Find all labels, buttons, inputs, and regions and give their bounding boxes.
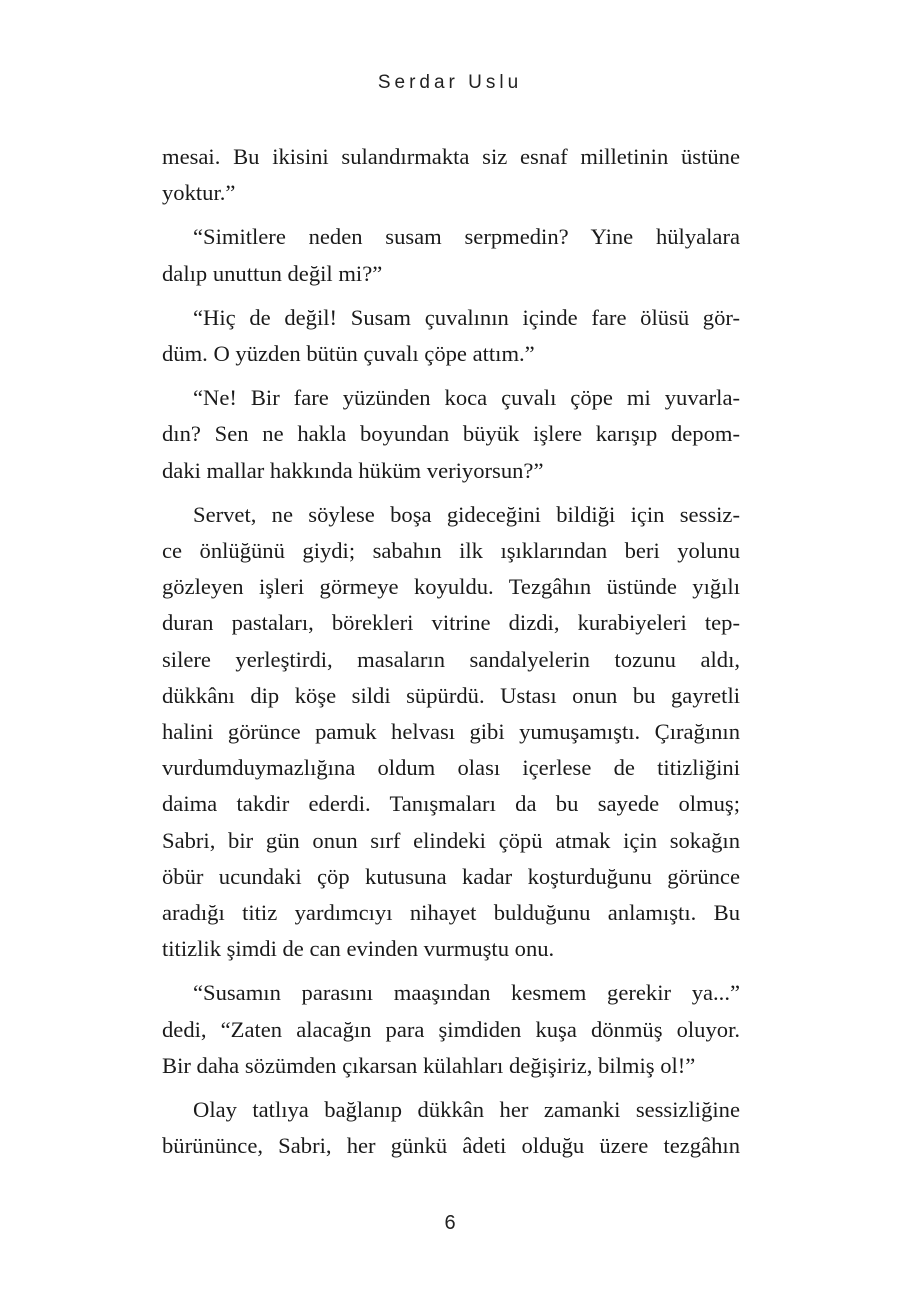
body-text xyxy=(162,139,740,1172)
text-line: yoktur.” xyxy=(162,180,236,206)
paragraph xyxy=(162,300,740,372)
paragraph xyxy=(162,1092,740,1164)
text-line: “Susamın parasını maaşından kesmem gerekir ya...” xyxy=(193,980,740,1006)
text-line: düm. O yüzden bütün çuvalı çöpe attım.” xyxy=(162,341,535,367)
text-line: daima takdir ederdi. Tanışmaları da bu sayede olmuş; xyxy=(162,791,740,817)
text-line: dükkânı dip köşe sildi süpürdü. Ustası onun bu gayretli xyxy=(162,682,740,708)
paragraph xyxy=(162,975,740,1084)
paragraph xyxy=(162,497,740,968)
text-line: Servet, ne söylese boşa gideceğini bildiği için sessiz- xyxy=(193,501,740,527)
text-line: “Ne! Bir fare yüzünden koca çuvalı çöpe mi yuvarla- xyxy=(193,385,740,411)
text-line: aradığı titiz yardımcıyı nihayet bulduğunu anlamıştı. Bu xyxy=(162,900,740,926)
text-line: halini görünce pamuk helvası gibi yumuşamıştı. Çırağının xyxy=(162,719,740,745)
text-line: öbür ucundaki çöp kutusuna kadar koşturduğunu görünce xyxy=(162,863,740,889)
text-line: dın? Sen ne hakla boyundan büyük işlere karışıp depom- xyxy=(162,421,740,447)
page-number: 6 xyxy=(444,1212,456,1234)
text-line: titizlik şimdi de can evinden vurmuştu onu. xyxy=(162,936,555,962)
text-line: dedi, “Zaten alacağın para şimdiden kuşa dönmüş oluyor. xyxy=(162,1016,740,1042)
text-line: “Hiç de değil! Susam çuvalının içinde fare ölüsü gör- xyxy=(193,304,740,330)
text-line: vurdumduymazlığına oldum olası içerlese de titizliğini xyxy=(162,755,740,781)
text-line: Sabri, bir gün onun sırf elindeki çöpü atmak için sokağın xyxy=(162,827,740,853)
paragraph xyxy=(162,139,740,211)
paragraph xyxy=(162,380,740,489)
text-line: ce önlüğünü giydi; sabahın ilk ışıklarından beri yolunu xyxy=(162,538,740,564)
text-line: dalıp unuttun değil mi?” xyxy=(162,260,383,286)
text-line: gözleyen işleri görmeye koyuldu. Tezgâhın üstünde yığılı xyxy=(162,574,740,600)
text-line: bürününce, Sabri, her günkü âdeti olduğu üzere tezgâhın xyxy=(162,1133,740,1159)
paragraph xyxy=(162,219,740,291)
text-line: daki mallar hakkında hüküm veriyorsun?” xyxy=(162,457,544,483)
text-line: Olay tatlıya bağlanıp dükkân her zamanki sessizliğine xyxy=(193,1097,740,1123)
text-line: Bir daha sözümden çıkarsan külahları değişiriz, bilmiş ol!” xyxy=(162,1052,696,1078)
text-line: mesai. Bu ikisini sulandırmakta siz esnaf milletinin üstüne xyxy=(162,144,740,169)
text-line: “Simitlere neden susam serpmedin? Yine hülyalara xyxy=(193,224,740,250)
text-line: duran pastaları, börekleri vitrine dizdi, kurabiyeleri tep- xyxy=(162,610,740,636)
running-header-author: Serdar Uslu xyxy=(377,72,523,93)
text-line: silere yerleştirdi, masaların sandalyelerin tozunu aldı, xyxy=(162,646,740,672)
